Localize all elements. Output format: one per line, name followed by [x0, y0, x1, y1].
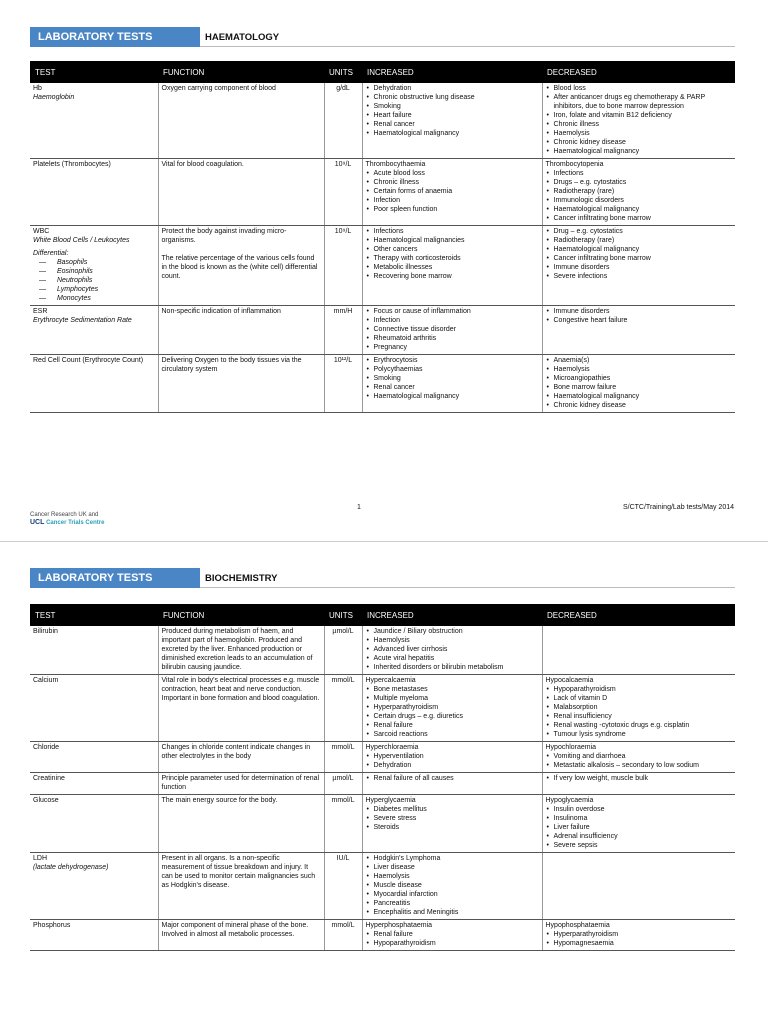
logo-line: Cancer Research UK and	[30, 512, 99, 518]
increased-item: • Recovering bone marrow	[374, 272, 539, 281]
decreased-cell	[542, 306, 735, 355]
column-header-function: FUNCTION	[158, 604, 324, 626]
increased-item: • Haematological malignancy	[374, 392, 539, 401]
increased-item: • Diabetes mellitus	[374, 805, 539, 814]
decreased-item: • Cancer infiltrating bone marrow	[554, 214, 733, 223]
test-cell	[30, 853, 158, 920]
decreased-cell	[542, 355, 735, 413]
increased-item: • Smoking	[374, 102, 539, 111]
increased-cell	[362, 675, 542, 742]
page-2	[0, 548, 768, 1024]
decreased-cell	[542, 773, 735, 795]
column-header-increased: INCREASED	[362, 604, 542, 626]
decreased-item: • Hypoparathyroidism	[554, 685, 733, 694]
function-cell	[158, 306, 324, 355]
decreased-item: • Immune disorders	[554, 263, 733, 272]
units-cell: mmol/L	[324, 795, 362, 853]
increased-item: • Other cancers	[374, 245, 539, 254]
decreased-item: • Haematological malignancy	[554, 245, 733, 254]
increased-cell	[362, 83, 542, 159]
increased-item: • Muscle disease	[374, 881, 539, 890]
function-cell	[158, 742, 324, 773]
decreased-cell	[542, 853, 735, 920]
increased-item: • Renal failure	[374, 721, 539, 730]
function-cell	[158, 675, 324, 742]
increased-item: • Hypoparathyroidism	[374, 939, 539, 948]
increased-item: • Polycythaemias	[374, 365, 539, 374]
units-cell: 10¹²/L	[324, 355, 362, 413]
increased-cell	[362, 226, 542, 306]
increased-item: • Certain forms of anaemia	[374, 187, 539, 196]
increased-item: • Erythrocytosis	[374, 356, 539, 365]
decreased-item: • Haematological malignancy	[554, 392, 733, 401]
increased-item: • Chronic illness	[374, 178, 539, 187]
header-rule	[200, 46, 735, 47]
increased-cell	[362, 355, 542, 413]
decreased-item: • Chronic illness	[554, 120, 733, 129]
decreased-item: • Haemolysis	[554, 129, 733, 138]
page-number: 1	[357, 504, 361, 511]
decreased-list	[546, 84, 733, 156]
increased-item: • Haemolysis	[374, 636, 539, 645]
increased-item: • Certain drugs – e.g. diuretics	[374, 712, 539, 721]
increased-item: • Liver disease	[374, 863, 539, 872]
function-text: Changes in chloride content indicate changes in other electrolytes in the body	[161, 744, 311, 760]
decreased-cell	[542, 226, 735, 306]
test-name: Bilirubin	[33, 628, 58, 635]
decreased-list	[546, 227, 733, 281]
increased-cell	[362, 853, 542, 920]
increased-cell	[362, 306, 542, 355]
decreased-item: • Tumour lysis syndrome	[554, 730, 733, 739]
increased-item: • Infections	[374, 227, 539, 236]
test-name: Creatinine	[33, 775, 65, 782]
decreased-item: • Congestive heart failure	[554, 316, 733, 325]
increased-cell	[362, 159, 542, 226]
decreased-item: • Bone marrow failure	[554, 383, 733, 392]
function-text: Vital for blood coagulation.	[161, 161, 244, 168]
decreased-list	[546, 774, 733, 783]
decreased-item: • Radiotherapy (rare)	[554, 236, 733, 245]
decreased-item: • Severe sepsis	[554, 841, 733, 850]
decreased-list	[546, 169, 733, 223]
decreased-heading: Hypophosphataemia	[545, 922, 610, 929]
page-2-header	[30, 568, 735, 588]
decreased-item: • Blood loss	[554, 84, 733, 93]
decreased-cell	[542, 675, 735, 742]
decreased-item: • Adrenal insufficiency	[554, 832, 733, 841]
decreased-item: • Infections	[554, 169, 733, 178]
test-cell	[30, 742, 158, 773]
decreased-cell	[542, 626, 735, 675]
increased-item: • Sarcoid reactions	[374, 730, 539, 739]
test-name: Red Cell Count (Erythrocyte Count)	[33, 357, 144, 364]
decreased-heading: Hypoglycaemia	[545, 797, 594, 804]
increased-item: • Focus or cause of inflammation	[374, 307, 539, 316]
logo-ctc: Cancer Trials Centre	[46, 520, 105, 526]
decreased-list	[546, 307, 733, 325]
decreased-cell	[542, 795, 735, 853]
differential-item: — Neutrophils	[57, 276, 155, 285]
increased-item: • Inherited disorders or bilirubin metabolism	[374, 663, 539, 672]
test-cell	[30, 159, 158, 226]
units-cell: mmol/L	[324, 742, 362, 773]
header-rule	[200, 587, 735, 588]
increased-item: • Encephalitis and Meningitis	[374, 908, 539, 917]
increased-item: • Haematological malignancy	[374, 129, 539, 138]
increased-item: • Renal cancer	[374, 383, 539, 392]
test-full-name: Haemoglobin	[33, 94, 75, 101]
decreased-item: • Vomiting and diarrhoea	[554, 752, 733, 761]
test-full-name: (lactate dehydrogenase)	[33, 864, 109, 871]
table-row	[30, 626, 735, 675]
function-text: Major component of mineral phase of the bone. Involved in almost all metabolic processes.	[161, 922, 309, 938]
test-cell	[30, 306, 158, 355]
increased-heading: Hyperglycaemia	[365, 797, 416, 804]
function-cell	[158, 226, 324, 306]
table-row	[30, 742, 735, 773]
units-cell: mmol/L	[324, 675, 362, 742]
differential-label: Differential:	[33, 250, 69, 257]
decreased-cell	[542, 920, 735, 951]
table-header-row	[30, 604, 735, 626]
decreased-item: • Liver failure	[554, 823, 733, 832]
increased-list	[366, 774, 539, 783]
units-cell: µmol/L	[324, 626, 362, 675]
test-full-name: White Blood Cells / Leukocytes	[33, 237, 130, 244]
increased-cell	[362, 795, 542, 853]
increased-item: • Steroids	[374, 823, 539, 832]
increased-heading: Hyperphosphataemia	[365, 922, 433, 929]
function-cell	[158, 83, 324, 159]
function-cell	[158, 853, 324, 920]
decreased-heading: Hypocalcaemia	[545, 677, 594, 684]
test-cell	[30, 773, 158, 795]
increased-item: • Pancreatitis	[374, 899, 539, 908]
decreased-item: • Immune disorders	[554, 307, 733, 316]
decreased-item: • Renal insufficiency	[554, 712, 733, 721]
page-title: LABORATORY TESTS	[30, 568, 200, 588]
page-separator	[0, 541, 768, 542]
test-name: Calcium	[33, 677, 59, 684]
table-row	[30, 795, 735, 853]
decreased-item: • Haemolysis	[554, 365, 733, 374]
decreased-item: • Chronic kidney disease	[554, 401, 733, 410]
table-row	[30, 83, 735, 159]
increased-item: • Therapy with corticosteroids	[374, 254, 539, 263]
differential-item: — Eosinophils	[57, 267, 155, 276]
test-name: Chloride	[33, 744, 60, 751]
increased-item: • Pregnancy	[374, 343, 539, 352]
function-text: The relative percentage of the various cells found in the blood is known as the (white cell) differential count.	[161, 255, 318, 280]
section-title: HAEMATOLOGY	[205, 32, 280, 43]
decreased-item: • Lack of vitamin D	[554, 694, 733, 703]
units-cell: g/dL	[324, 83, 362, 159]
test-cell	[30, 226, 158, 306]
units-cell: 10⁹/L	[324, 226, 362, 306]
decreased-item: • Insulinoma	[554, 814, 733, 823]
increased-item: • Dehydration	[374, 84, 539, 93]
increased-list	[366, 356, 539, 401]
function-cell	[158, 920, 324, 951]
increased-item: • Infection	[374, 316, 539, 325]
decreased-item: • Anaemia(s)	[554, 356, 733, 365]
increased-item: • Hyperparathyroidism	[374, 703, 539, 712]
logo-ucl: UCL	[30, 519, 45, 526]
increased-item: • Rheumatoid arthritis	[374, 334, 539, 343]
haematology-table	[30, 61, 735, 413]
decreased-item: • Hypomagnesaemia	[554, 939, 733, 948]
increased-item: • Smoking	[374, 374, 539, 383]
table-row	[30, 920, 735, 951]
decreased-list	[546, 685, 733, 739]
decreased-item: • Radiotherapy (rare)	[554, 187, 733, 196]
decreased-item: • Microangiopathies	[554, 374, 733, 383]
section-title: BIOCHEMISTRY	[205, 573, 278, 584]
increased-item: • Haemolysis	[374, 872, 539, 881]
units-cell: mm/H	[324, 306, 362, 355]
increased-cell	[362, 920, 542, 951]
differential-item: — Monocytes	[57, 294, 155, 303]
increased-item: • Renal failure	[374, 930, 539, 939]
test-cell	[30, 626, 158, 675]
units-cell: IU/L	[324, 853, 362, 920]
test-cell	[30, 355, 158, 413]
table-row	[30, 773, 735, 795]
test-cell	[30, 675, 158, 742]
footer-logo	[30, 512, 104, 527]
increased-item: • Acute blood loss	[374, 169, 539, 178]
increased-item: • Haematological malignancies	[374, 236, 539, 245]
increased-list	[366, 627, 539, 672]
increased-list	[366, 805, 539, 832]
test-cell	[30, 920, 158, 951]
test-full-name: Erythrocyte Sedimentation Rate	[33, 317, 132, 324]
decreased-item: • Hyperparathyroidism	[554, 930, 733, 939]
increased-item: • Hodgkin's Lymphoma	[374, 854, 539, 863]
increased-item: • Hyperventilation	[374, 752, 539, 761]
decreased-item: • Cancer infiltrating bone marrow	[554, 254, 733, 263]
test-name: Platelets (Thrombocytes)	[33, 161, 111, 168]
function-text: The main energy source for the body.	[161, 797, 278, 804]
increased-list	[366, 169, 539, 214]
page-1-header	[30, 27, 735, 47]
units-cell: mmol/L	[324, 920, 362, 951]
decreased-list	[546, 356, 733, 410]
test-name: LDH	[33, 855, 48, 862]
increased-item: • Connective tissue disorder	[374, 325, 539, 334]
test-cell	[30, 83, 158, 159]
column-header-function: FUNCTION	[158, 61, 324, 83]
table-row	[30, 226, 735, 306]
column-header-test: TEST	[30, 61, 158, 83]
function-text: Vital role in body's electrical processes e.g. muscle contraction, heart beat and nerve conduction. Important in bone formation and blood coagulation.	[161, 677, 320, 702]
function-cell	[158, 795, 324, 853]
increased-list	[366, 685, 539, 739]
test-name: ESR	[33, 308, 48, 315]
decreased-item: • Chronic kidney disease	[554, 138, 733, 147]
increased-cell	[362, 742, 542, 773]
increased-item: • Infection	[374, 196, 539, 205]
column-header-test: TEST	[30, 604, 158, 626]
column-header-decreased: DECREASED	[542, 604, 735, 626]
decreased-list	[546, 805, 733, 850]
decreased-item: • Haematological malignancy	[554, 147, 733, 156]
function-text: Present in all organs. Is a non-specific measurement of tissue breakdown and injury. It can be used to monitor certain malignancies such as Hodgkin's disease.	[161, 855, 316, 889]
decreased-item: • After anticancer drugs eg chemotherapy & PARP inhibitors, due to bone marrow depression	[554, 93, 733, 111]
decreased-item: • Immunologic disorders	[554, 196, 733, 205]
increased-list	[366, 930, 539, 948]
increased-list	[366, 84, 539, 138]
increased-item: • Poor spleen function	[374, 205, 539, 214]
table-row	[30, 675, 735, 742]
column-header-units: UNITS	[324, 61, 362, 83]
table-row	[30, 853, 735, 920]
function-cell	[158, 626, 324, 675]
function-text: Produced during metabolism of haem, and important part of haemoglobin. Produced and excreted by the liver. Enhanced production or diminished excretion leads to an accumulation of bilirubin causing jaundice.	[161, 628, 313, 671]
test-name: Phosphorus	[33, 922, 71, 929]
increased-item: • Advanced liver cirrhosis	[374, 645, 539, 654]
test-name: Hb	[33, 85, 42, 92]
decreased-list	[546, 930, 733, 948]
table-row	[30, 159, 735, 226]
decreased-item: • Drugs – e.g. cytostatics	[554, 178, 733, 187]
increased-item: • Acute viral hepatitis	[374, 654, 539, 663]
table-row	[30, 306, 735, 355]
function-text: Principle parameter used for determination of renal function	[161, 775, 320, 791]
decreased-item: • Haematological malignancy	[554, 205, 733, 214]
differential-item: — Basophils	[57, 258, 155, 267]
increased-item: • Myocardial infarction	[374, 890, 539, 899]
decreased-list	[546, 752, 733, 770]
increased-item: • Heart failure	[374, 111, 539, 120]
increased-item: • Renal cancer	[374, 120, 539, 129]
decreased-heading: Thrombocytopenia	[545, 161, 604, 168]
function-text: Protect the body against invading micro-organisms.	[161, 228, 287, 244]
increased-item: • Chronic obstructive lung disease	[374, 93, 539, 102]
decreased-item: • Renal wasting -cytotoxic drugs e.g. cisplatin	[554, 721, 733, 730]
increased-heading: Hypercalcaemia	[365, 677, 416, 684]
decreased-item: • Malabsorption	[554, 703, 733, 712]
increased-list	[366, 227, 539, 281]
decreased-cell	[542, 83, 735, 159]
column-header-decreased: DECREASED	[542, 61, 735, 83]
increased-item: • Metabolic illnesses	[374, 263, 539, 272]
increased-item: • Bone metastases	[374, 685, 539, 694]
function-cell	[158, 355, 324, 413]
column-header-increased: INCREASED	[362, 61, 542, 83]
decreased-item: • Iron, folate and vitamin B12 deficiency	[554, 111, 733, 120]
increased-cell	[362, 773, 542, 795]
function-text: Delivering Oxygen to the body tissues via the circulatory system	[161, 357, 302, 373]
decreased-cell	[542, 159, 735, 226]
increased-item: • Multiple myeloma	[374, 694, 539, 703]
units-cell: 10⁹/L	[324, 159, 362, 226]
increased-item: • Renal failure of all causes	[374, 774, 539, 783]
decreased-item: • If very low weight, muscle bulk	[554, 774, 733, 783]
test-name: Glucose	[33, 797, 59, 804]
decreased-item: • Drug – e.g. cytostatics	[554, 227, 733, 236]
table-row	[30, 355, 735, 413]
page-title: LABORATORY TESTS	[30, 27, 200, 47]
units-cell: µmol/L	[324, 773, 362, 795]
decreased-heading: Hypochloraemia	[545, 744, 597, 751]
biochemistry-table	[30, 604, 735, 951]
increased-cell	[362, 626, 542, 675]
table-header-row	[30, 61, 735, 83]
increased-item: • Dehydration	[374, 761, 539, 770]
function-text: Non-specific indication of inflammation	[161, 308, 281, 315]
decreased-item: • Insulin overdose	[554, 805, 733, 814]
function-cell	[158, 773, 324, 795]
test-cell	[30, 795, 158, 853]
increased-heading: Thrombocythaemia	[365, 161, 426, 168]
increased-list	[366, 752, 539, 770]
increased-list	[366, 854, 539, 917]
decreased-cell	[542, 742, 735, 773]
decreased-item: • Severe infections	[554, 272, 733, 281]
decreased-item: • Metastatic alkalosis – secondary to low sodium	[554, 761, 733, 770]
function-cell	[158, 159, 324, 226]
differential-list	[33, 258, 155, 303]
increased-item: • Severe stress	[374, 814, 539, 823]
document-reference: S/CTC/Training/Lab tests/May 2014	[622, 504, 734, 511]
column-header-units: UNITS	[324, 604, 362, 626]
increased-item: • Jaundice / Biliary obstruction	[374, 627, 539, 636]
function-text: Oxygen carrying component of blood	[161, 85, 276, 92]
increased-list	[366, 307, 539, 352]
differential-item: — Lymphocytes	[57, 285, 155, 294]
increased-heading: Hyperchloraemia	[365, 744, 419, 751]
test-name: WBC	[33, 228, 50, 235]
